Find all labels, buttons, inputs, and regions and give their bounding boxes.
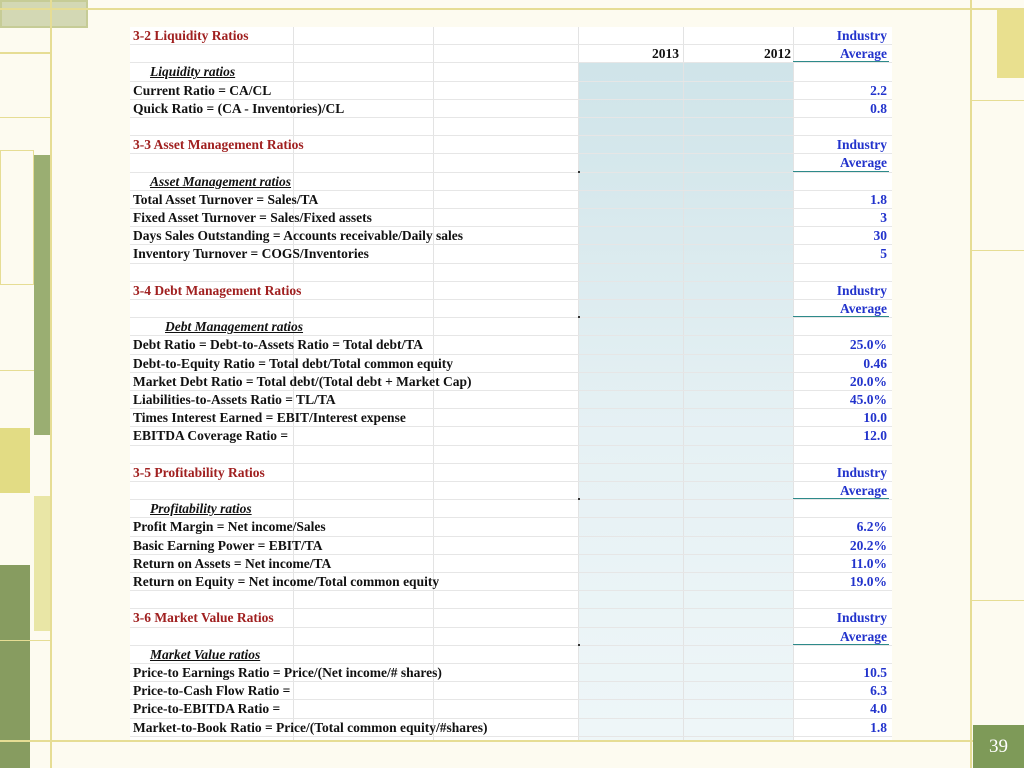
decor-left-block-3 (0, 428, 30, 493)
decor-right-block (997, 10, 1024, 78)
section-header-row (130, 27, 892, 45)
industry-average-header: Industry (836, 28, 887, 43)
table-row (130, 591, 892, 609)
decor-top-left-block (0, 0, 88, 28)
section-title: 3-6 Market Value Ratios (133, 610, 274, 626)
industry-average-value: 3 (880, 210, 887, 225)
industry-average-value: 0.8 (870, 100, 887, 116)
decor-line (970, 250, 1024, 251)
industry-average-value: 1.8 (870, 191, 887, 207)
table-row (130, 537, 892, 555)
table-row (130, 154, 892, 172)
ratio-label: Price-to-Cash Flow Ratio = (133, 683, 291, 699)
table-row (130, 245, 892, 263)
decor-line (0, 117, 52, 118)
table-row (130, 209, 892, 227)
table-row (130, 373, 892, 391)
industry-average-header: Average (793, 628, 889, 645)
section-title: 3-5 Profitability Ratios (133, 464, 265, 480)
industry-average-value: 20.2% (849, 537, 887, 553)
ratio-label: Return on Equity = Net income/Total common equity (133, 574, 440, 589)
ratio-label: EBITDA Coverage Ratio = (133, 428, 289, 444)
table-row (130, 391, 892, 409)
table-row (130, 628, 892, 646)
table-row (130, 700, 892, 718)
table-row (130, 573, 892, 591)
industry-average-header: Industry (836, 610, 887, 626)
table-row (130, 227, 892, 245)
industry-average-value: 5 (880, 246, 887, 262)
table-row (130, 118, 892, 136)
ratio-spreadsheet (130, 27, 892, 740)
ratio-label: Market Debt Ratio = Total debt/(Total debt + Market Cap) (133, 373, 472, 389)
ratio-label: Total Asset Turnover = Sales/TA (133, 191, 319, 207)
industry-average-header: Industry (836, 464, 887, 480)
decor-left-block-1 (0, 150, 34, 285)
table-row (130, 300, 892, 318)
decor-line (50, 0, 52, 768)
industry-average-header: Average (793, 45, 889, 62)
decor-line (0, 640, 52, 641)
subsection-title: Asset Management ratios (150, 173, 292, 189)
decor-line (970, 100, 1024, 101)
decor-left-block-2 (34, 155, 50, 435)
industry-average-header: Average (793, 154, 889, 171)
industry-average-value: 45.0% (849, 392, 887, 407)
industry-average-value: 10.0 (863, 410, 887, 426)
ratio-label: Basic Earning Power = EBIT/TA (133, 537, 323, 553)
ratio-label: Market-to-Book Ratio = Price/(Total common equity/#shares) (133, 719, 488, 735)
section-title: 3-2 Liquidity Ratios (133, 28, 249, 43)
industry-average-value: 2.2 (870, 82, 887, 98)
table-row (130, 82, 892, 100)
ratio-label: Fixed Asset Turnover = Sales/Fixed assets (133, 210, 372, 225)
industry-average-value: 19.0% (849, 574, 887, 589)
ratio-label: Debt-to-Equity Ratio = Total debt/Total common equity (133, 355, 453, 371)
ratio-label: Times Interest Earned = EBIT/Interest expense (133, 410, 406, 426)
decor-line (0, 370, 34, 371)
industry-average-value: 25.0% (849, 337, 887, 353)
ratio-label: Price-to Earnings Ratio = Price/(Net income/# shares) (133, 665, 442, 680)
industry-average-header: Average (793, 300, 889, 317)
ratio-label: Quick Ratio = (CA - Inventories)/CL (133, 100, 345, 116)
ratio-label: Days Sales Outstanding = Accounts receivable/Daily sales (133, 228, 463, 244)
industry-average-value: 30 (873, 228, 887, 244)
year-2013-header: 2013 (652, 46, 679, 62)
table-row (130, 318, 892, 336)
decor-left-block-4 (34, 496, 50, 631)
decor-line (0, 740, 1024, 742)
industry-average-value: 4.0 (870, 701, 887, 717)
table-row (130, 646, 892, 664)
section-header-row (130, 282, 892, 300)
section-header-row (130, 464, 892, 482)
table-row (130, 446, 892, 464)
industry-average-value: 6.2% (856, 519, 887, 535)
table-row (130, 264, 892, 282)
table-row (130, 45, 892, 63)
ratio-label: Current Ratio = CA/CL (133, 82, 272, 98)
industry-average-value: 1.8 (870, 719, 887, 735)
year-2012-header: 2012 (764, 46, 791, 62)
table-row (130, 482, 892, 500)
industry-average-value: 6.3 (870, 683, 887, 699)
ratio-label: Return on Assets = Net income/TA (133, 555, 332, 571)
table-row (130, 63, 892, 81)
table-row (130, 555, 892, 573)
decor-line (970, 600, 1024, 601)
section-title: 3-4 Debt Management Ratios (133, 282, 302, 298)
section-header-row (130, 609, 892, 627)
ratio-label: Profit Margin = Net income/Sales (133, 519, 326, 535)
slide-number: 39 (973, 725, 1024, 768)
table-row (130, 682, 892, 700)
ratio-label: Inventory Turnover = COGS/Inventories (133, 246, 369, 262)
industry-average-header: Industry (836, 137, 887, 153)
table-row (130, 719, 892, 737)
subsection-title: Profitability ratios (150, 501, 252, 517)
industry-average-value: 11.0% (850, 555, 887, 571)
industry-average-header: Industry (836, 282, 887, 298)
table-row (130, 500, 892, 518)
table-row (130, 427, 892, 445)
decor-line (970, 0, 972, 768)
ratio-label: Debt Ratio = Debt-to-Assets Ratio = Total debt/TA (133, 337, 423, 353)
industry-average-value: 12.0 (863, 428, 887, 444)
section-title: 3-3 Asset Management Ratios (133, 137, 304, 153)
decor-left-block-5 (0, 565, 30, 768)
industry-average-header: Average (793, 482, 889, 499)
subsection-title: Market Value ratios (150, 646, 261, 662)
subsection-title: Debt Management ratios (165, 319, 304, 335)
section-header-row (130, 136, 892, 154)
table-row (130, 664, 892, 682)
industry-average-value: 20.0% (849, 373, 887, 389)
table-row (130, 191, 892, 209)
ratio-label: Price-to-EBITDA Ratio = (133, 701, 281, 717)
table-row (130, 100, 892, 118)
table-row (130, 336, 892, 354)
ratio-label: Liabilities-to-Assets Ratio = TL/TA (133, 392, 336, 407)
table-row (130, 518, 892, 536)
table-row (130, 173, 892, 191)
subsection-title: Liquidity ratios (150, 64, 236, 80)
decor-line (0, 52, 52, 54)
decor-line (0, 8, 1024, 10)
table-row (130, 409, 892, 427)
industry-average-value: 0.46 (863, 355, 887, 371)
industry-average-value: 10.5 (863, 665, 887, 680)
table-row (130, 355, 892, 373)
